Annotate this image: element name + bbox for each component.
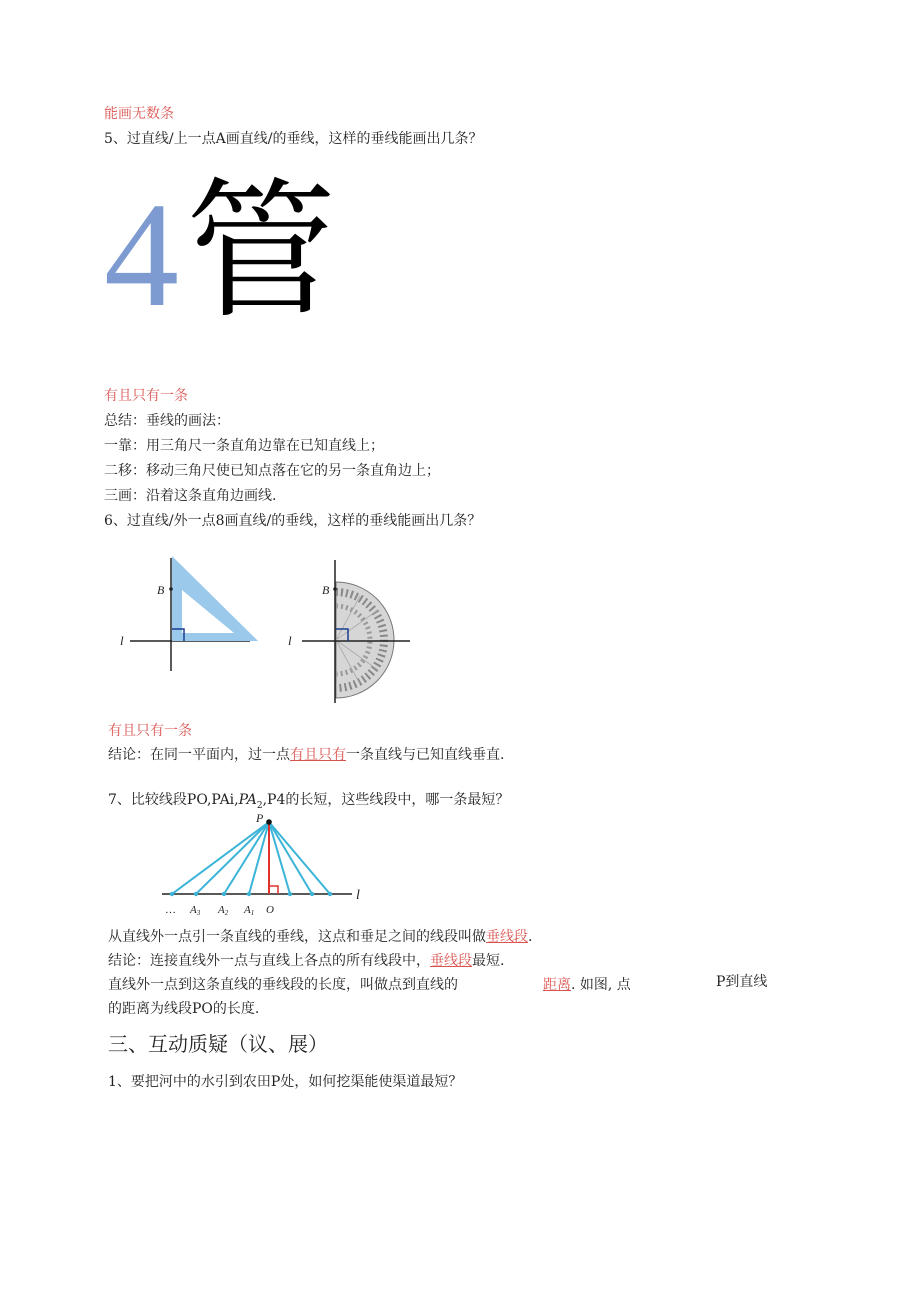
figure-7-segments xyxy=(160,812,380,922)
label-a3: A3 xyxy=(190,904,201,917)
segments xyxy=(172,822,330,894)
definition-end: . xyxy=(528,929,533,945)
answer-q4: 能画无数条 xyxy=(104,106,174,122)
distance-definition-end: 的距离为线段PO的长度. xyxy=(108,1001,260,1017)
conclusion-1 xyxy=(108,746,504,764)
step-3: 三画：沿着这条直角边画线. xyxy=(104,488,277,504)
set-square xyxy=(172,556,258,641)
distance-fill xyxy=(543,976,631,994)
conclusion-1-text-end: 一条直线与已知直线垂直. xyxy=(346,747,505,763)
question-7-text-end: ,P4的长短，这些线段中，哪一条最短？ xyxy=(262,792,510,808)
fill-in-answer: 垂线段 xyxy=(430,953,472,969)
label-dots: … xyxy=(165,904,176,916)
label-a2: A2 xyxy=(218,904,229,917)
question-7-sub: 2 xyxy=(256,800,263,811)
large-digit: 4 xyxy=(104,172,179,338)
conclusion-2-text: 结论：连接直线外一点与直线上各点的所有线段中， xyxy=(108,953,430,969)
answer-q5: 有且只有一条 xyxy=(104,388,188,404)
fill-in-answer: 有且只有 xyxy=(290,747,346,763)
large-character: 管 xyxy=(186,165,337,339)
label-p: P xyxy=(256,811,264,825)
section-heading: 三、互动质疑（议、展） xyxy=(108,1032,328,1056)
point-b xyxy=(333,587,337,591)
distance-definition: 直线外一点到这条直线的垂线段的长度，叫做点到直线的 xyxy=(108,977,458,993)
definition-text: 从直线外一点引一条直线的垂线，这点和垂足之间的线段叫做 xyxy=(108,929,486,945)
question-7-pa2: PA xyxy=(238,792,257,808)
figure-6-protractor xyxy=(282,548,422,708)
label-l: l xyxy=(288,633,292,648)
question-5: 5、过直线/上一点A画直线/的垂线，这样的垂线能画出几条？ xyxy=(104,131,483,147)
conclusion-1-text: 结论：在同一平面内，过一点 xyxy=(108,747,290,763)
figure-6-set-square xyxy=(110,548,280,678)
step-2: 二移：移动三角尺使已知点落在它的另一条直角边上； xyxy=(104,463,440,479)
label-l: l xyxy=(120,633,124,648)
fill-in-answer: 距离 xyxy=(543,977,571,993)
label-o: O xyxy=(266,904,274,916)
conclusion-2 xyxy=(108,952,504,970)
question-1: 1、要把河中的水引到农田P处，如何挖渠能使渠道最短？ xyxy=(108,1074,463,1090)
question-7-text: 7、比较线段PO,PAi, xyxy=(108,792,239,808)
label-b: B xyxy=(322,583,330,597)
distance-point: P到直线 xyxy=(716,974,768,990)
step-1: 一靠：用三角尺一条直角边靠在已知直线上； xyxy=(104,438,384,454)
right-angle-mark xyxy=(270,886,278,894)
label-b: B xyxy=(157,583,165,597)
label-a1: A1 xyxy=(244,904,255,917)
distance-fill-end: . 如图, 点 xyxy=(571,977,631,993)
point-b xyxy=(169,587,173,591)
definition xyxy=(108,928,532,946)
conclusion-2-text-end: 最短. xyxy=(472,953,505,969)
fill-in-answer: 垂线段 xyxy=(486,929,528,945)
question-6: 6、过直线/外一点8画直线/的垂线，这样的垂线能画出几条？ xyxy=(104,513,482,529)
summary-title: 总结：垂线的画法： xyxy=(104,413,230,429)
point-p xyxy=(266,819,272,825)
answer-q6: 有且只有一条 xyxy=(108,723,192,739)
label-l: l xyxy=(356,888,360,903)
